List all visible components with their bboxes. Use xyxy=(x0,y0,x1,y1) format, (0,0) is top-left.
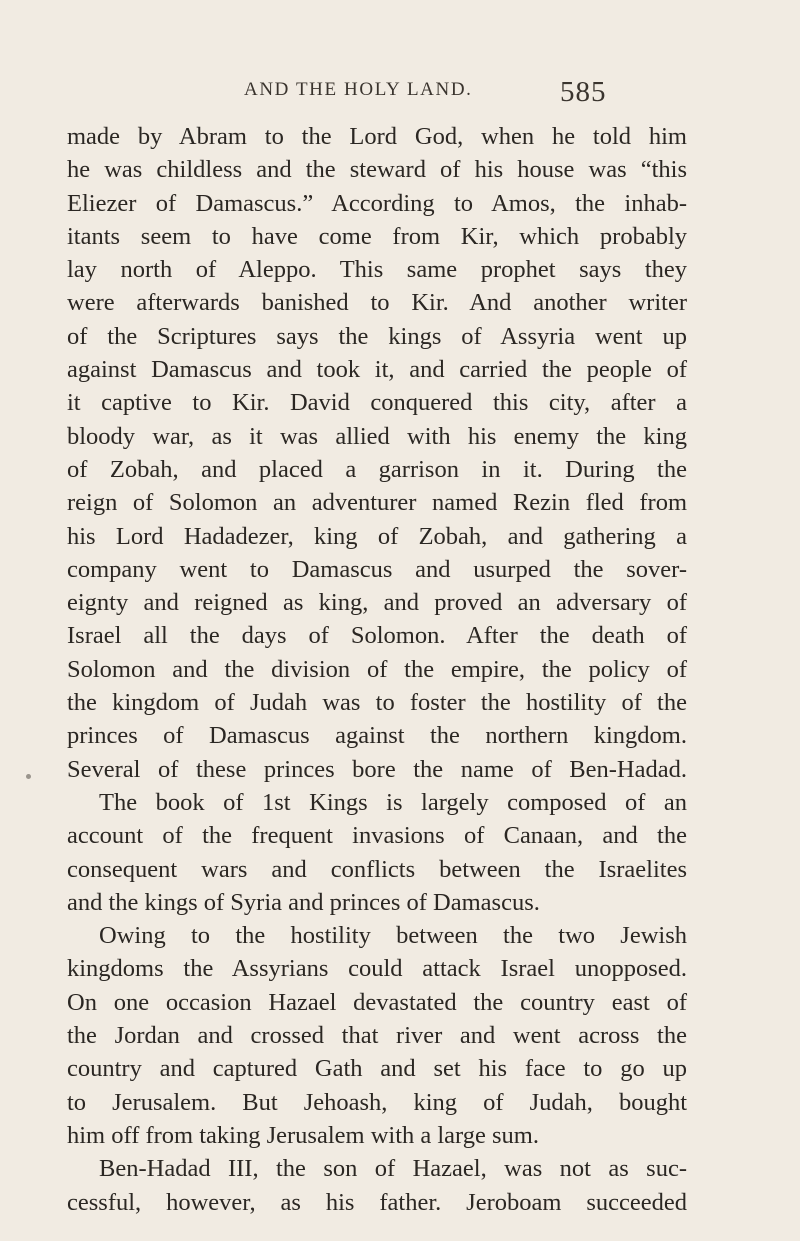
text-line: eignty and reigned as king, and proved an adversary of xyxy=(67,589,687,617)
text-line: consequent wars and conflicts between the Israelites xyxy=(67,855,687,883)
text-line: made by Abram to the Lord God, when he told him xyxy=(67,123,687,150)
text-line: lay north of Aleppo. This same prophet says they xyxy=(67,256,687,284)
text-line: On one occasion Hazael devastated the country east of xyxy=(67,988,687,1016)
text-line: of Zobah, and placed a garrison in it. During the xyxy=(67,455,687,483)
text-line: of the Scriptures says the kings of Assyria went up xyxy=(67,322,687,350)
text-line: reign of Solomon an adventurer named Rezin fled from xyxy=(67,489,687,517)
text-line: company went to Damascus and usurped the sover- xyxy=(67,555,687,583)
text-line: kingdoms the Assyrians could attack Israel unopposed. xyxy=(67,955,687,983)
running-head xyxy=(0,76,800,109)
text-line: to Jerusalem. But Jehoash, king of Judah, bought xyxy=(67,1088,687,1116)
text-line: he was childless and the steward of his house was “this xyxy=(67,156,687,184)
text-line: Ben-Hadad III, the son of Hazael, was not as suc- xyxy=(99,1155,687,1183)
text-line: against Damascus and took it, and carried the people of xyxy=(67,356,687,384)
running-title: AND THE HOLY LAND. xyxy=(244,79,473,100)
text-line: were afterwards banished to Kir. And another writer xyxy=(67,289,687,317)
text-line: him off from taking Jerusalem with a large sum. xyxy=(67,1121,539,1149)
text-line: and the kings of Syria and princes of Damascus. xyxy=(67,888,540,916)
text-line: Solomon and the division of the empire, the policy of xyxy=(67,655,687,683)
text-line: The book of 1st Kings is largely composed of an xyxy=(99,788,687,816)
text-line: Owing to the hostility between the two Jewish xyxy=(99,922,687,950)
text-line: itants seem to have come from Kir, which probably xyxy=(67,222,687,250)
text-line: country and captured Gath and set his face to go up xyxy=(67,1055,687,1083)
text-line: the Jordan and crossed that river and went across the xyxy=(67,1022,687,1050)
text-line: his Lord Hadadezer, king of Zobah, and gathering a xyxy=(67,522,687,550)
text-line: Israel all the days of Solomon. After the death of xyxy=(67,622,687,650)
text-line: cessful, however, as his father. Jeroboam succeeded xyxy=(67,1188,687,1216)
text-line: princes of Damascus against the northern kingdom. xyxy=(67,722,687,750)
text-line: the kingdom of Judah was to foster the hostility of the xyxy=(67,689,687,717)
text-line: it captive to Kir. David conquered this city, after a xyxy=(67,389,687,417)
text-line: Several of these princes bore the name of Ben-Hadad. xyxy=(67,755,687,783)
text-line: account of the frequent invasions of Canaan, and the xyxy=(67,822,687,850)
paper-speck xyxy=(26,774,31,779)
body-text xyxy=(67,120,687,1219)
text-line: Eliezer of Damascus.” According to Amos, the inhab- xyxy=(67,189,687,217)
page-number: 585 xyxy=(560,76,607,108)
text-line: bloody war, as it was allied with his enemy the king xyxy=(67,422,687,450)
